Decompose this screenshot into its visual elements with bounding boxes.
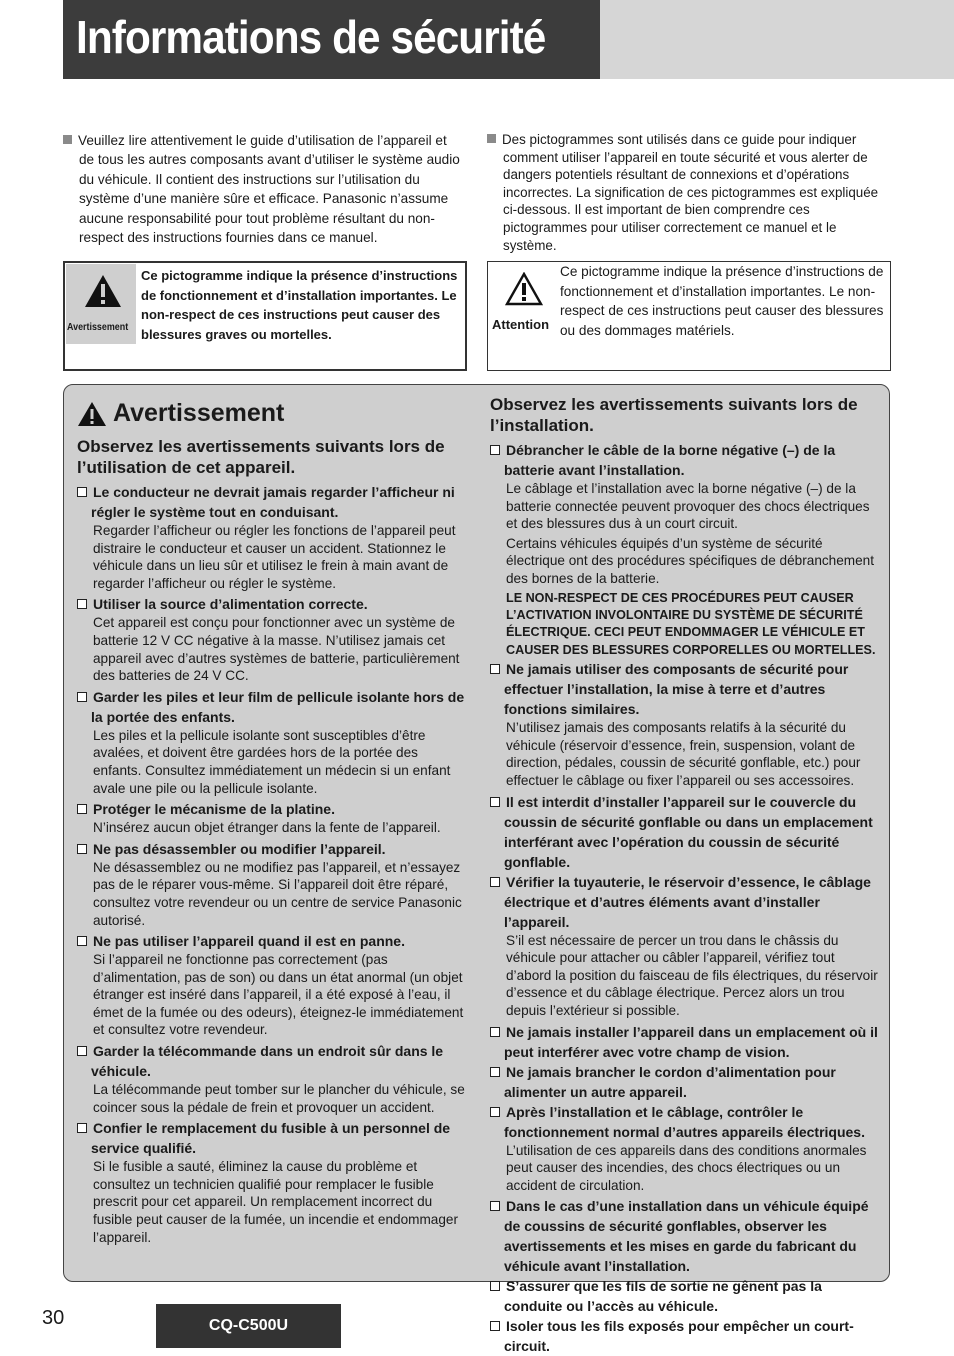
page-number: 30 — [42, 1307, 65, 1329]
list-item-body: Ne désassemblez ou ne modifiez pas l’appareil, et n’essayez pas de le réparer vous-même. Si l’appareil doit être réparé, consultez votre revendeur ou un centre de service Panasonic autorisé. — [93, 859, 462, 928]
list-item-title — [490, 1196, 880, 1276]
list-item-body: Le câblage et l’installation avec la borne négative (–) de la batterie connectée peuvent provoquer des chocs électriques et des blessures dus à un court circuit. — [506, 481, 870, 532]
intro-left — [63, 131, 463, 247]
list-item-title-text: Il est interdit d’installer l’appareil sur le couvercle du coussin de sécurité gonflable ou dans un emplacement interférant avec l’opération du coussin de sécurité gonflable. — [504, 793, 873, 870]
list-item-body: La télécommande peut tomber sur le plancher du véhicule, se coincer sous la pédale de frein et provoquer un accident. — [93, 1082, 465, 1115]
warning-triangle-icon — [84, 274, 122, 308]
checkbox-bullet-icon — [490, 1281, 500, 1291]
left-items-list — [77, 482, 469, 1246]
intro-right — [487, 131, 887, 254]
list-item-title — [77, 594, 469, 614]
checkbox-bullet-icon — [77, 487, 87, 497]
list-item-title-text: Isoler tous les fils exposés pour empêcher un court-circuit. — [504, 1318, 854, 1355]
checkbox-bullet-icon — [490, 1321, 500, 1331]
checkbox-bullet-icon — [490, 445, 500, 455]
model-badge — [156, 1304, 341, 1348]
list-item-title-text: Utiliser la source d’alimentation correcte. — [93, 596, 368, 613]
checkbox-bullet-icon — [490, 664, 500, 674]
list-item-body: N’utilisez jamais des composants relatifs à la sécurité du véhicule (réservoir d’essence, frein, suspension, volant de direction, pédales, coussin de sécurité gonflable, etc.) pour effectuer le câblage ou fixer l’appareil ou ses accessoires. — [506, 720, 861, 788]
caution-notice-box — [487, 261, 891, 371]
list-item-title — [490, 1102, 880, 1142]
list-item-title-text: Après l’installation et le câblage, contrôler le fonctionnement normal d’autres appareils électriques. — [504, 1103, 865, 1140]
list-item-title-text: Garder les piles et leur film de pellicule isolante hors de la portée des enfants. — [91, 688, 465, 725]
list-item-title-text: Ne pas utiliser l’appareil quand il est en panne. — [93, 933, 405, 950]
warning-notice-box — [63, 261, 467, 371]
list-item-body: Cet appareil est conçu pour fonctionner avec un système de batterie 12 V CC négative à la masse. N’utilisez jamais cet appareil avec d’autres systèmes de batterie, particulièrement des batteries de 24 V CC. — [93, 615, 460, 684]
list-item-title-text: Vérifier la tuyauterie, le réservoir d’essence, le câblage électrique et d’autres éléments avant d’installer l’appareil. — [504, 873, 871, 930]
list-item-title-text: Ne jamais installer l’appareil dans un emplacement où il peut interférer avec votre champ de vision. — [504, 1023, 878, 1060]
list-item-title-text: Ne pas désassembler ou modifier l’appareil. — [93, 840, 386, 857]
list-item-title — [490, 792, 880, 872]
list-item-body: Regarder l’afficheur ou régler les fonctions de l’appareil peut distraire le conducteur et causer un accident. Stationnez le véhicule dans un lieu sûr et utilisez le frein à main avant de regarder l’afficheur ou régler le système. — [93, 523, 456, 591]
list-item-title-text: Ne jamais utiliser des composants de sécurité pour effectuer l’installation, la mise à terre et d’autres fonctions similaires. — [504, 661, 849, 718]
list-item-title-text: S’assurer que les fils de sortie ne gênent pas la conduite ou l’accès au véhicule. — [504, 1278, 822, 1315]
checkbox-bullet-icon — [77, 936, 87, 946]
list-item-title-text: Le conducteur ne devrait jamais regarder l’afficheur ni régler le système tout en conduisant. — [91, 484, 455, 520]
list-item-title — [490, 1316, 880, 1356]
checkbox-bullet-icon — [77, 599, 87, 609]
checkbox-bullet-icon — [77, 844, 87, 854]
warning-caption: Avertissement — [67, 321, 129, 333]
model-number: CQ-C500U — [208, 1317, 289, 1334]
warning-triangle-icon — [77, 401, 107, 427]
list-item-title — [77, 687, 469, 727]
checkbox-bullet-icon — [490, 1027, 500, 1037]
intro-left-text: Veuillez lire attentivement le guide d’utilisation de l’appareil et de tous les autres composants avant d’utiliser le système audio du véhicule. Il contient des instructions sur l’utilisation du système d’une manière sûre et efficace. Panasonic n’assume aucune responsabilité pour tout problème résultant du non-respect des instructions fournies dans ce manuel. — [78, 133, 460, 246]
intro-right-text: Des pictogrammes sont utilisés dans ce guide pour indiquer comment utiliser l’appareil en toute sécurité et vous alerter de dangers potentiels résultant de connexions et d’opérations incorrectes. La signification de ces pictogrammes est expliquée ci-dessous. Il est important de bien comprendre ces pictogrammes pour utiliser correctement ce manuel et le système. — [502, 132, 879, 253]
list-item-title — [77, 799, 469, 819]
panel-left-column — [77, 396, 469, 1248]
list-item-body: L’utilisation de ces appareils dans des conditions anormales peut causer des incendies, des chocs électriques ou un accident de circulation. — [506, 1142, 867, 1193]
list-item-title-text: Ne jamais brancher le cordon d’alimentation pour alimenter un autre appareil. — [504, 1063, 836, 1100]
checkbox-bullet-icon — [77, 1046, 87, 1056]
list-item-title-text: Garder la télécommande dans un endroit sûr dans le véhicule. — [91, 1043, 444, 1080]
panel-right-column — [490, 394, 880, 1356]
list-item-title-text: Confier le remplacement du fusible à un personnel de service qualifié. — [91, 1120, 451, 1157]
panel-heading — [77, 396, 469, 432]
caution-notice-text: Ce pictogramme indique la présence d’instructions de fonctionnement et d’installation importantes. Le non-respect de ces instructions peut causer des blessures ou des dommages matériels. — [560, 264, 884, 338]
list-item-title — [490, 1062, 880, 1102]
warning-notice-text: Ce pictogramme indique la présence d’instructions de fonctionnement et d’installation importantes. Le non-respect de ces instructions peut causer des blessures graves ou mortelles. — [141, 268, 458, 342]
list-item-body: N’insérez aucun objet étranger dans la fente de l’appareil. — [93, 820, 441, 836]
list-item-body: Si le fusible a sauté, éliminez la cause du problème et consultez un technicien qualifié pour remplacer le fusible prescrit pour cet appareil. Un remplacement incorrect du fusible peut causer de la fumée, un incendie et endommager l’appareil. — [93, 1159, 458, 1245]
list-item-title — [77, 1118, 469, 1158]
checkbox-bullet-icon — [77, 804, 87, 814]
left-subheading: Observez les avertissements suivants lors de l’utilisation de cet appareil. — [77, 437, 445, 477]
list-item-title — [77, 839, 469, 859]
list-item-title — [490, 659, 880, 719]
list-item-title-text: Dans le cas d’une installation dans un véhicule équipé de coussins de sécurité gonflables, observer les avertissements et les mises en garde du fabricant du véhicule avant l’installation. — [504, 1198, 869, 1275]
list-item-title — [490, 872, 880, 932]
right-subheading: Observez les avertissements suivants lors de l’installation. — [490, 395, 858, 435]
list-item-title — [490, 1276, 880, 1316]
right-items-list — [490, 440, 880, 1356]
caution-triangle-icon — [505, 272, 543, 306]
list-item-caps-warning: LE NON-RESPECT DE CES PROCÉDURES PEUT CAUSER L’ACTIVATION INVOLONTAIRE DU SYSTÈME DE SÉCURITÉ ÉLECTRIQUE. CECI PEUT ENDOMMAGER LE VÉHICULE ET CAUSER DES BLESSURES CORPORELLES OU MORTELLES. — [506, 590, 876, 657]
list-item-body: Certains véhicules équipés d’un système de sécurité électrique ont des procédures spécifiques de débranchement des bornes de la batterie. — [506, 535, 875, 586]
caution-caption: Attention — [492, 317, 550, 332]
list-item-body: Les piles et la pellicule isolante sont susceptibles d’être avalées, et doivent être gardées hors de la portée des enfants. Consultez immédiatement un médecin si un enfant avale une pile ou la pellicule isolante. — [93, 727, 451, 796]
list-item-title-text: Débrancher le câble de la borne négative (–) de la batterie avant l’installation. — [504, 442, 836, 478]
title-band-light — [600, 0, 954, 79]
bullet-square-icon — [487, 134, 496, 143]
checkbox-bullet-icon — [77, 692, 87, 702]
checkbox-bullet-icon — [490, 797, 500, 807]
list-item-body: S’il est nécessaire de percer un trou dans le châssis du véhicule pour attacher ou câbler l’appareil, vérifiez tout d’abord la position du faisceau de fils électriques, du réservoir d’essence et du câblage électrique. Percez alors un trou depuis l’extérieur si possible. — [506, 932, 878, 1018]
checkbox-bullet-icon — [490, 1201, 500, 1211]
list-item-title — [490, 1022, 880, 1062]
checkbox-bullet-icon — [77, 1123, 87, 1133]
checkbox-bullet-icon — [490, 1107, 500, 1117]
list-item-title-text: Protéger le mécanisme de la platine. — [93, 801, 335, 818]
page-title: Informations de sécurité — [76, 11, 546, 63]
checkbox-bullet-icon — [490, 877, 500, 887]
list-item-title — [77, 1041, 469, 1081]
checkbox-bullet-icon — [490, 1067, 500, 1077]
list-item-title — [77, 482, 469, 522]
list-item-title — [490, 440, 880, 480]
bullet-square-icon — [63, 135, 72, 144]
panel-heading-text: Avertissement — [113, 399, 285, 428]
list-item-title — [77, 931, 469, 951]
warning-icon-cell — [66, 264, 136, 344]
list-item-body: Si l’appareil ne fonctionne pas correctement (pas d’alimentation, pas de son) ou dans un état anormal (un objet étranger est inséré dans l’appareil, il a été exposé à l’eau, il émet de la fumée ou des odeurs), éteignez-le immédiatement et consultez votre revendeur. — [93, 952, 464, 1038]
